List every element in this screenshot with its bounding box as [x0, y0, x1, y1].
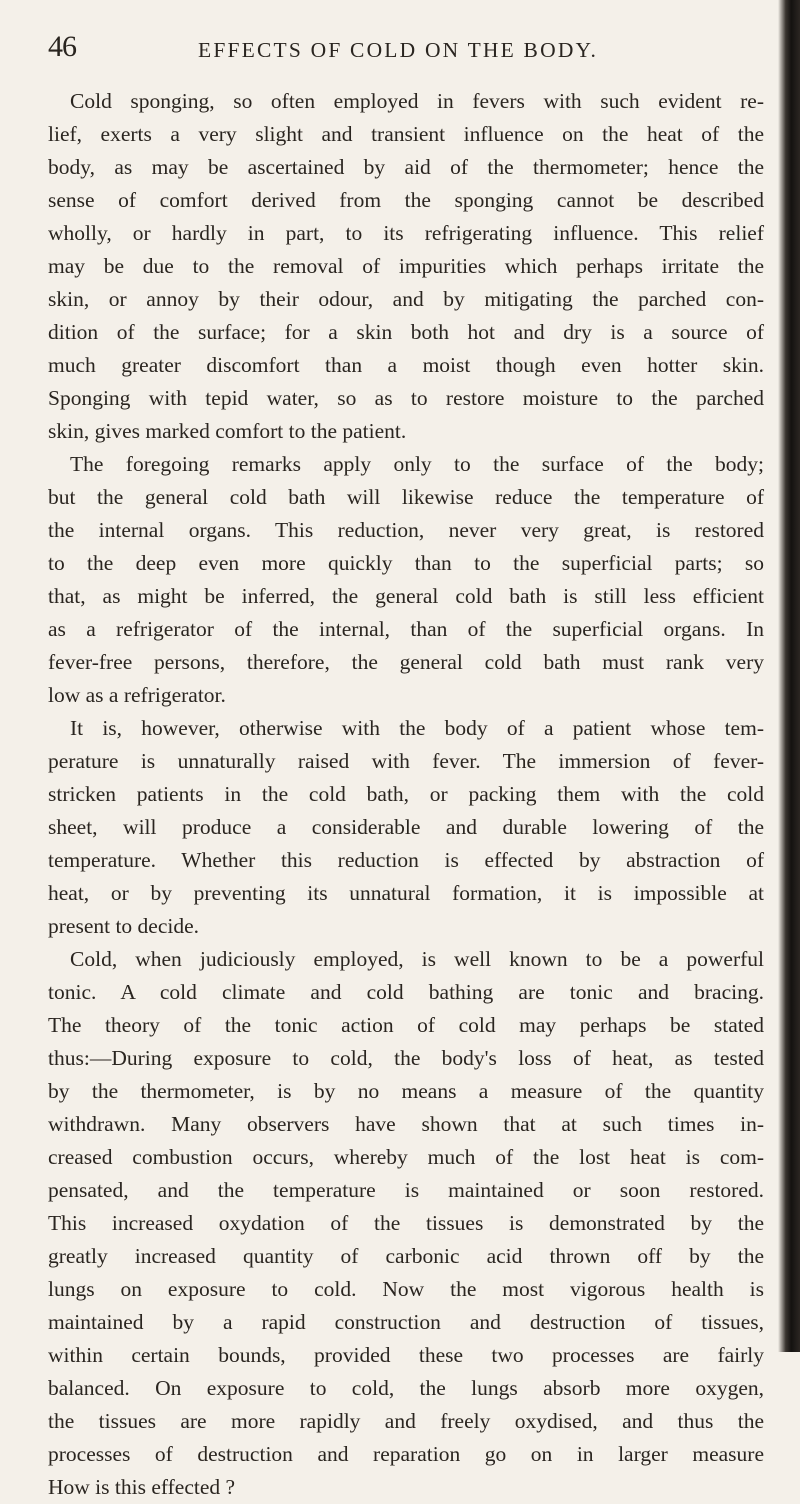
- text-line: lief, exerts a very slight and transient influence on the heat of the: [48, 122, 764, 146]
- text-line: the tissues are more rapidly and freely oxydised, and thus the: [48, 1409, 764, 1433]
- text-line: balanced. On exposure to cold, the lungs absorb more oxygen,: [48, 1376, 764, 1400]
- text-line: Cold sponging, so often employed in fevers with such evident re-: [70, 89, 764, 113]
- running-head: EFFECTS OF COLD ON THE BODY.: [198, 38, 599, 62]
- text-line: perature is unnaturally raised with fever. The immersion of fever-: [48, 749, 764, 773]
- text-line: withdrawn. Many observers have shown that at such times in-: [48, 1112, 764, 1136]
- text-line: temperature. Whether this reduction is effected by abstraction of: [48, 848, 764, 872]
- text-line: skin, gives marked comfort to the patient.: [48, 419, 407, 443]
- text-line: wholly, or hardly in part, to its refrigerating influence. This relief: [48, 221, 764, 245]
- text-line: maintained by a rapid construction and destruction of tissues,: [48, 1310, 764, 1334]
- text-line: skin, or annoy by their odour, and by mitigating the parched con-: [48, 287, 764, 311]
- text-line: by the thermometer, is by no means a measure of the quantity: [48, 1079, 764, 1103]
- text-line: The theory of the tonic action of cold may perhaps be stated: [48, 1013, 764, 1037]
- text-line: low as a refrigerator.: [48, 683, 226, 707]
- page-header: [48, 30, 768, 70]
- text-line: It is, however, otherwise with the body of a patient whose tem-: [70, 716, 764, 740]
- page-edge-shadow: [778, 0, 800, 1352]
- text-line: that, as might be inferred, the general cold bath is still less efficient: [48, 584, 764, 608]
- text-line: tonic. A cold climate and cold bathing are tonic and bracing.: [48, 980, 764, 1004]
- text-line: creased combustion occurs, whereby much of the lost heat is com-: [48, 1145, 764, 1169]
- text-line: body, as may be ascertained by aid of the thermometer; hence the: [48, 155, 764, 179]
- text-line: but the general cold bath will likewise reduce the temperature of: [48, 485, 764, 509]
- text-line: This increased oxydation of the tissues is demonstrated by the: [48, 1211, 764, 1235]
- text-line: Sponging with tepid water, so as to restore moisture to the parched: [48, 386, 764, 410]
- body-text: [48, 85, 764, 1504]
- text-line: lungs on exposure to cold. Now the most vigorous health is: [48, 1277, 764, 1301]
- text-line: may be due to the removal of impurities which perhaps irritate the: [48, 254, 764, 278]
- text-line: much greater discomfort than a moist though even hotter skin.: [48, 353, 764, 377]
- text-line: as a refrigerator of the internal, than of the superficial organs. In: [48, 617, 764, 641]
- text-line: fever-free persons, therefore, the general cold bath must rank very: [48, 650, 764, 674]
- text-line: to the deep even more quickly than to the superficial parts; so: [48, 551, 764, 575]
- text-line: greatly increased quantity of carbonic acid thrown off by the: [48, 1244, 764, 1268]
- text-line: processes of destruction and reparation go on in larger measure: [48, 1442, 764, 1466]
- text-line: The foregoing remarks apply only to the surface of the body;: [70, 452, 764, 476]
- text-line: the internal organs. This reduction, never very great, is restored: [48, 518, 764, 542]
- text-line: heat, or by preventing its unnatural formation, it is impossible at: [48, 881, 764, 905]
- text-line: sheet, will produce a considerable and durable lowering of the: [48, 815, 764, 839]
- text-line: How is this effected ?: [48, 1475, 236, 1499]
- text-line: sense of comfort derived from the sponging cannot be described: [48, 188, 764, 212]
- page-number: 46: [48, 30, 76, 63]
- text-line: dition of the surface; for a skin both hot and dry is a source of: [48, 320, 764, 344]
- text-line: stricken patients in the cold bath, or packing them with the cold: [48, 782, 764, 806]
- text-line: present to decide.: [48, 914, 200, 938]
- text-line: thus:—During exposure to cold, the body's loss of heat, as tested: [48, 1046, 764, 1070]
- text-line: Cold, when judiciously employed, is well known to be a powerful: [70, 947, 764, 971]
- text-line: within certain bounds, provided these two processes are fairly: [48, 1343, 764, 1367]
- text-line: pensated, and the temperature is maintained or soon restored.: [48, 1178, 764, 1202]
